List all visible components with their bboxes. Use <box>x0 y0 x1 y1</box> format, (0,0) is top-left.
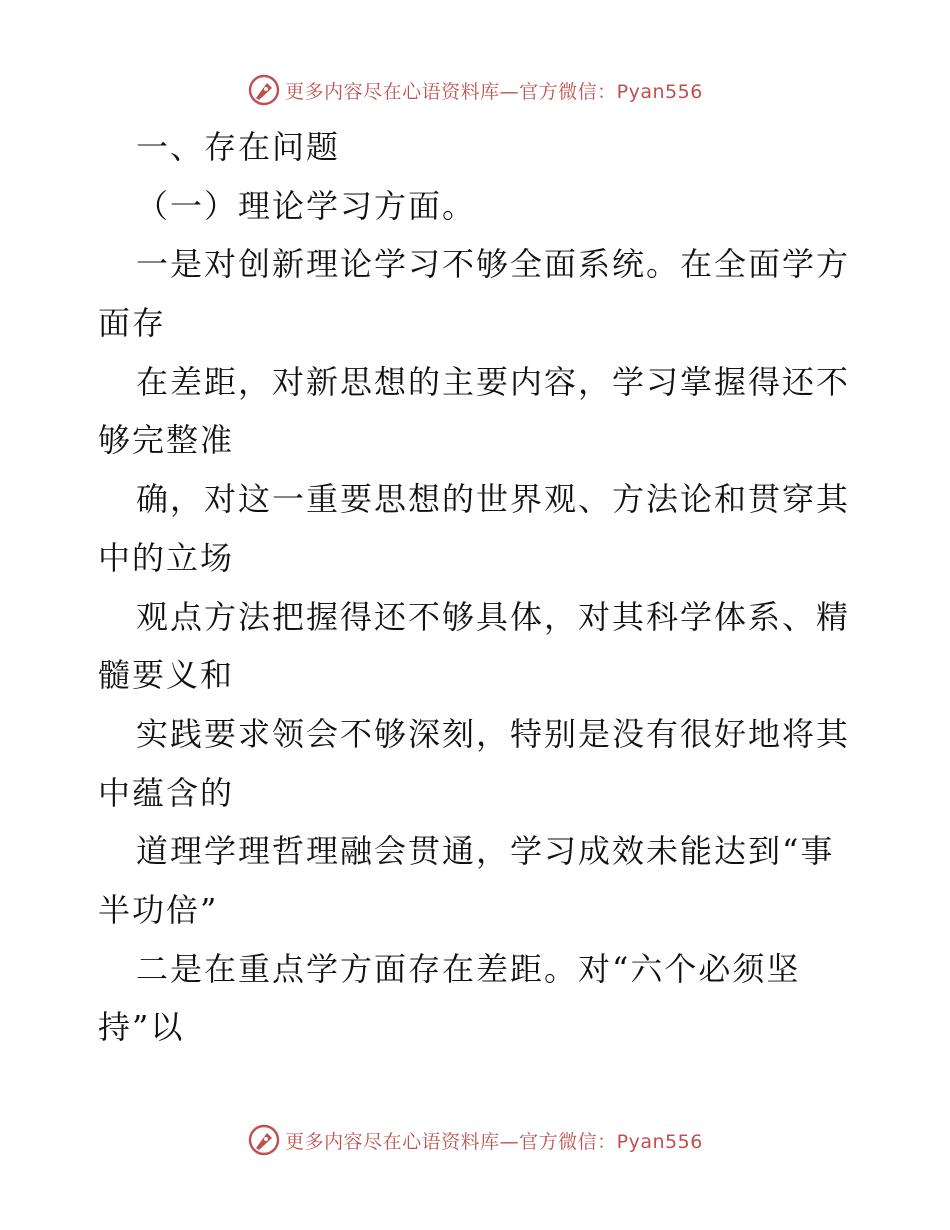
paragraph-line: 实践要求领会不够深刻，特别是没有很好地将其 <box>136 714 851 753</box>
paragraph-line: 二是在重点学方面存在差距。对“六个必须坚 <box>136 949 801 988</box>
section-heading: 一、存在问题 <box>136 128 341 166</box>
pen-nib-logo-icon <box>247 73 281 107</box>
paragraph-line: 面存 <box>98 304 167 343</box>
paragraph-line: 道理学理哲理融会贯通，学习成效未能达到“事 <box>136 832 835 871</box>
footer-watermark <box>0 1120 950 1160</box>
paragraph-line: 持”以 <box>98 1008 185 1047</box>
paragraph-line: 确，对这一重要思想的世界观、方法论和贯穿其 <box>136 480 851 519</box>
paragraph-line: 一是对创新理论学习不够全面系统。在全面学方 <box>136 245 851 284</box>
paragraph-line: 中蕴含的 <box>98 773 235 812</box>
paragraph-line: 够完整准 <box>98 421 235 460</box>
pen-nib-logo-icon <box>247 1123 281 1157</box>
paragraph-line: 半功倍” <box>98 890 219 929</box>
header-watermark <box>0 70 950 110</box>
watermark-text: 更多内容尽在心语资料库—官方微信：Pyan556 <box>285 1130 703 1153</box>
paragraph-line: 在差距，对新思想的主要内容，学习掌握得还不 <box>136 362 851 401</box>
watermark-text: 更多内容尽在心语资料库—官方微信：Pyan556 <box>285 80 703 103</box>
paragraph-line: 观点方法把握得还不够具体，对其科学体系、精 <box>136 597 851 636</box>
paragraph-line: 中的立场 <box>98 538 235 577</box>
subsection-heading: （一）理论学习方面。 <box>136 186 477 225</box>
paragraph-line: 髓要义和 <box>98 656 235 695</box>
document-body <box>98 118 858 1057</box>
